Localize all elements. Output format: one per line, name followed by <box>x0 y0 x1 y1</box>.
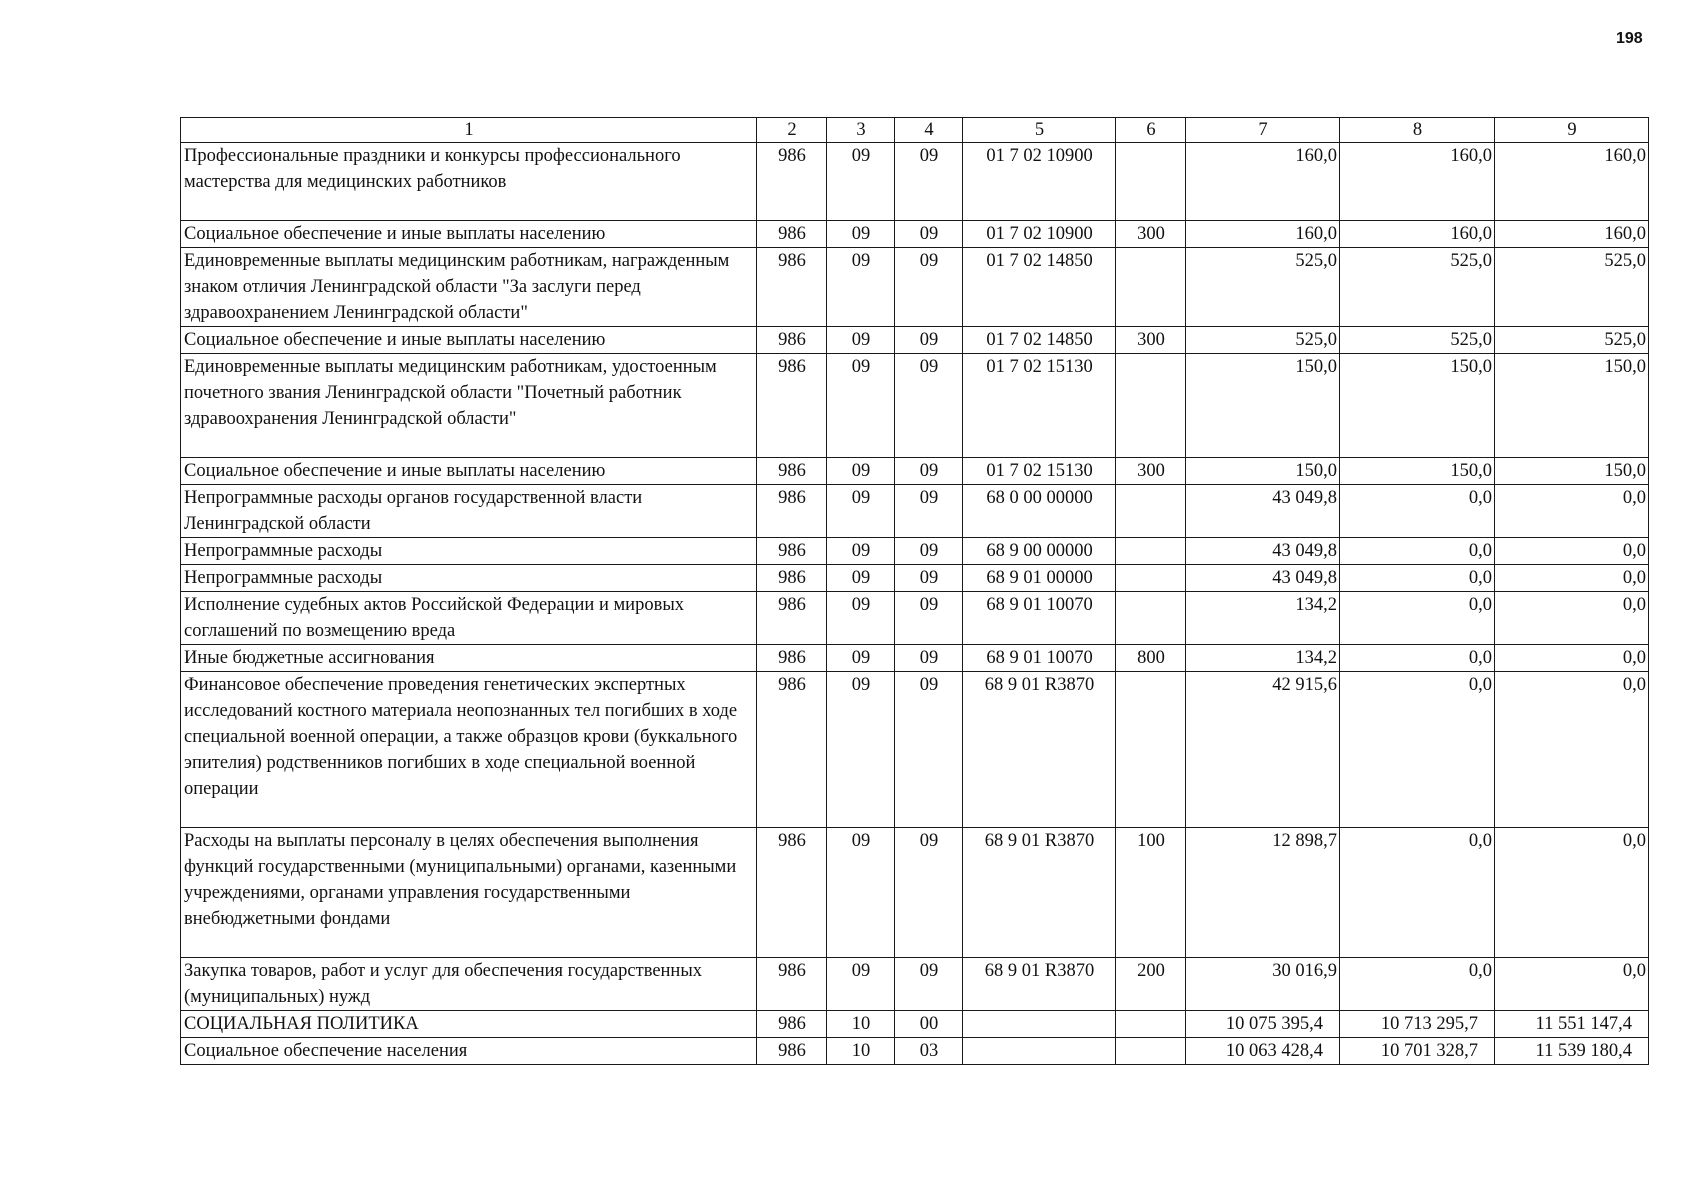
cell-amount-year1: 134,2 <box>1186 645 1340 672</box>
cell-amount-year2: 525,0 <box>1340 248 1495 327</box>
cell-amount-year1: 43 049,8 <box>1186 565 1340 592</box>
cell-ministry-code: 986 <box>757 485 827 538</box>
cell-expense-type <box>1116 1011 1186 1038</box>
row-name: СОЦИАЛЬНАЯ ПОЛИТИКА <box>181 1011 757 1038</box>
cell-amount-year3: 0,0 <box>1495 672 1649 828</box>
cell-subsection: 09 <box>895 143 963 221</box>
table-row <box>181 672 1649 828</box>
cell-amount-year3: 0,0 <box>1495 565 1649 592</box>
cell-expense-type: 200 <box>1116 958 1186 1011</box>
table-row <box>181 1038 1649 1065</box>
cell-expense-type: 300 <box>1116 458 1186 485</box>
cell-ministry-code: 986 <box>757 248 827 327</box>
cell-amount-year1: 525,0 <box>1186 327 1340 354</box>
cell-target-code: 68 0 00 00000 <box>963 485 1116 538</box>
cell-amount-year2: 0,0 <box>1340 485 1495 538</box>
cell-subsection: 09 <box>895 565 963 592</box>
cell-ministry-code: 986 <box>757 221 827 248</box>
cell-ministry-code: 986 <box>757 672 827 828</box>
cell-expense-type: 100 <box>1116 828 1186 958</box>
cell-amount-year2: 0,0 <box>1340 565 1495 592</box>
table-row <box>181 538 1649 565</box>
cell-ministry-code: 986 <box>757 354 827 458</box>
cell-amount-year2: 10 701 328,7 <box>1340 1038 1495 1065</box>
cell-section: 09 <box>827 592 895 645</box>
cell-expense-type <box>1116 354 1186 458</box>
table-row <box>181 1011 1649 1038</box>
cell-subsection: 09 <box>895 327 963 354</box>
cell-amount-year1: 150,0 <box>1186 354 1340 458</box>
cell-amount-year3: 0,0 <box>1495 828 1649 958</box>
cell-amount-year2: 150,0 <box>1340 458 1495 485</box>
cell-section: 09 <box>827 828 895 958</box>
cell-amount-year1: 10 075 395,4 <box>1186 1011 1340 1038</box>
row-name: Единовременные выплаты медицинским работникам, удостоенным почетного звания Ленинградской области "Почетный работник здравоохранения Ленинградской области" <box>181 354 757 458</box>
cell-amount-year2: 0,0 <box>1340 958 1495 1011</box>
cell-target-code: 68 9 00 00000 <box>963 538 1116 565</box>
cell-target-code: 01 7 02 10900 <box>963 221 1116 248</box>
row-name: Непрограммные расходы <box>181 538 757 565</box>
cell-section: 09 <box>827 221 895 248</box>
cell-amount-year1: 160,0 <box>1186 221 1340 248</box>
cell-target-code: 01 7 02 15130 <box>963 354 1116 458</box>
cell-amount-year1: 160,0 <box>1186 143 1340 221</box>
row-name: Профессиональные праздники и конкурсы профессионального мастерства для медицинских работников <box>181 143 757 221</box>
table-row <box>181 592 1649 645</box>
column-header: 4 <box>895 118 963 143</box>
row-name: Иные бюджетные ассигнования <box>181 645 757 672</box>
cell-expense-type <box>1116 538 1186 565</box>
cell-section: 09 <box>827 672 895 828</box>
row-name: Непрограммные расходы <box>181 565 757 592</box>
cell-amount-year2: 0,0 <box>1340 592 1495 645</box>
cell-amount-year1: 525,0 <box>1186 248 1340 327</box>
column-header: 1 <box>181 118 757 143</box>
cell-ministry-code: 986 <box>757 592 827 645</box>
table-row <box>181 221 1649 248</box>
column-header: 8 <box>1340 118 1495 143</box>
cell-amount-year3: 0,0 <box>1495 485 1649 538</box>
cell-target-code: 01 7 02 14850 <box>963 327 1116 354</box>
cell-ministry-code: 986 <box>757 327 827 354</box>
table-row <box>181 327 1649 354</box>
cell-amount-year3: 0,0 <box>1495 958 1649 1011</box>
cell-amount-year1: 150,0 <box>1186 458 1340 485</box>
row-name: Социальное обеспечение и иные выплаты населению <box>181 221 757 248</box>
cell-section: 09 <box>827 354 895 458</box>
cell-amount-year1: 134,2 <box>1186 592 1340 645</box>
cell-ministry-code: 986 <box>757 143 827 221</box>
cell-target-code <box>963 1011 1116 1038</box>
cell-section: 09 <box>827 458 895 485</box>
cell-amount-year3: 0,0 <box>1495 592 1649 645</box>
cell-section: 09 <box>827 645 895 672</box>
cell-amount-year3: 0,0 <box>1495 538 1649 565</box>
column-header: 3 <box>827 118 895 143</box>
cell-section: 09 <box>827 485 895 538</box>
cell-amount-year2: 0,0 <box>1340 538 1495 565</box>
cell-expense-type: 300 <box>1116 327 1186 354</box>
cell-section: 09 <box>827 565 895 592</box>
cell-section: 10 <box>827 1038 895 1065</box>
cell-amount-year3: 150,0 <box>1495 458 1649 485</box>
row-name: Закупка товаров, работ и услуг для обеспечения государственных (муниципальных) нужд <box>181 958 757 1011</box>
cell-amount-year3: 525,0 <box>1495 248 1649 327</box>
cell-amount-year2: 525,0 <box>1340 327 1495 354</box>
cell-section: 09 <box>827 958 895 1011</box>
cell-subsection: 09 <box>895 248 963 327</box>
cell-section: 09 <box>827 248 895 327</box>
table-row <box>181 458 1649 485</box>
budget-table <box>180 117 1649 1065</box>
cell-expense-type <box>1116 1038 1186 1065</box>
cell-subsection: 09 <box>895 645 963 672</box>
cell-amount-year1: 12 898,7 <box>1186 828 1340 958</box>
column-header: 7 <box>1186 118 1340 143</box>
table-row <box>181 958 1649 1011</box>
row-name: Социальное обеспечение и иные выплаты населению <box>181 458 757 485</box>
cell-amount-year3: 11 551 147,4 <box>1495 1011 1649 1038</box>
cell-amount-year2: 10 713 295,7 <box>1340 1011 1495 1038</box>
table-row <box>181 485 1649 538</box>
cell-subsection: 09 <box>895 538 963 565</box>
column-header: 6 <box>1116 118 1186 143</box>
cell-target-code: 01 7 02 15130 <box>963 458 1116 485</box>
cell-ministry-code: 986 <box>757 1011 827 1038</box>
cell-subsection: 09 <box>895 672 963 828</box>
cell-target-code: 68 9 01 R3870 <box>963 672 1116 828</box>
cell-subsection: 03 <box>895 1038 963 1065</box>
cell-amount-year2: 160,0 <box>1340 221 1495 248</box>
cell-amount-year3: 160,0 <box>1495 221 1649 248</box>
cell-expense-type <box>1116 143 1186 221</box>
cell-section: 09 <box>827 538 895 565</box>
cell-amount-year2: 0,0 <box>1340 645 1495 672</box>
cell-target-code: 68 9 01 00000 <box>963 565 1116 592</box>
cell-target-code: 68 9 01 10070 <box>963 592 1116 645</box>
column-header: 9 <box>1495 118 1649 143</box>
cell-ministry-code: 986 <box>757 828 827 958</box>
row-name: Единовременные выплаты медицинским работникам, награжденным знаком отличия Ленинградской области "За заслуги перед здравоохранением Ленинградской области" <box>181 248 757 327</box>
row-name: Финансовое обеспечение проведения генетических экспертных исследований костного материала неопознанных тел погибших в ходе специальной военной операции, а также образцов крови (буккального эпителия) родственников погибших в ходе специальной военной операции <box>181 672 757 828</box>
cell-expense-type <box>1116 485 1186 538</box>
row-name: Социальное обеспечение населения <box>181 1038 757 1065</box>
cell-target-code: 68 9 01 R3870 <box>963 828 1116 958</box>
cell-amount-year3: 0,0 <box>1495 645 1649 672</box>
cell-ministry-code: 986 <box>757 645 827 672</box>
cell-target-code: 68 9 01 10070 <box>963 645 1116 672</box>
cell-amount-year1: 43 049,8 <box>1186 485 1340 538</box>
cell-subsection: 09 <box>895 485 963 538</box>
cell-ministry-code: 986 <box>757 1038 827 1065</box>
cell-amount-year2: 0,0 <box>1340 672 1495 828</box>
cell-amount-year1: 43 049,8 <box>1186 538 1340 565</box>
cell-target-code <box>963 1038 1116 1065</box>
cell-subsection: 09 <box>895 828 963 958</box>
cell-expense-type: 800 <box>1116 645 1186 672</box>
cell-amount-year2: 150,0 <box>1340 354 1495 458</box>
cell-section: 09 <box>827 143 895 221</box>
cell-target-code: 01 7 02 10900 <box>963 143 1116 221</box>
cell-expense-type: 300 <box>1116 221 1186 248</box>
cell-ministry-code: 986 <box>757 538 827 565</box>
cell-ministry-code: 986 <box>757 958 827 1011</box>
cell-amount-year2: 160,0 <box>1340 143 1495 221</box>
cell-amount-year2: 0,0 <box>1340 828 1495 958</box>
cell-amount-year3: 525,0 <box>1495 327 1649 354</box>
table-row <box>181 565 1649 592</box>
cell-subsection: 09 <box>895 354 963 458</box>
cell-subsection: 09 <box>895 221 963 248</box>
table-row <box>181 645 1649 672</box>
cell-section: 09 <box>827 327 895 354</box>
row-name: Исполнение судебных актов Российской Федерации и мировых соглашений по возмещению вреда <box>181 592 757 645</box>
row-name: Социальное обеспечение и иные выплаты населению <box>181 327 757 354</box>
cell-section: 10 <box>827 1011 895 1038</box>
cell-amount-year1: 10 063 428,4 <box>1186 1038 1340 1065</box>
column-header: 2 <box>757 118 827 143</box>
cell-ministry-code: 986 <box>757 565 827 592</box>
cell-subsection: 09 <box>895 458 963 485</box>
cell-subsection: 00 <box>895 1011 963 1038</box>
cell-subsection: 09 <box>895 592 963 645</box>
cell-amount-year3: 11 539 180,4 <box>1495 1038 1649 1065</box>
column-header: 5 <box>963 118 1116 143</box>
cell-expense-type <box>1116 248 1186 327</box>
cell-amount-year3: 160,0 <box>1495 143 1649 221</box>
page-number: 198 <box>1616 30 1643 47</box>
table-row <box>181 828 1649 958</box>
cell-subsection: 09 <box>895 958 963 1011</box>
row-name: Непрограммные расходы органов государственной власти Ленинградской области <box>181 485 757 538</box>
cell-target-code: 01 7 02 14850 <box>963 248 1116 327</box>
cell-amount-year1: 42 915,6 <box>1186 672 1340 828</box>
cell-target-code: 68 9 01 R3870 <box>963 958 1116 1011</box>
table-header-row <box>181 118 1649 143</box>
cell-expense-type <box>1116 592 1186 645</box>
row-name: Расходы на выплаты персоналу в целях обеспечения выполнения функций государственными (муниципальными) органами, казенными учреждениями, органами управления государственными внебюджетными фондами <box>181 828 757 958</box>
cell-amount-year1: 30 016,9 <box>1186 958 1340 1011</box>
table-row <box>181 143 1649 221</box>
table-row <box>181 248 1649 327</box>
table-row <box>181 354 1649 458</box>
cell-expense-type <box>1116 672 1186 828</box>
cell-amount-year3: 150,0 <box>1495 354 1649 458</box>
cell-ministry-code: 986 <box>757 458 827 485</box>
cell-expense-type <box>1116 565 1186 592</box>
